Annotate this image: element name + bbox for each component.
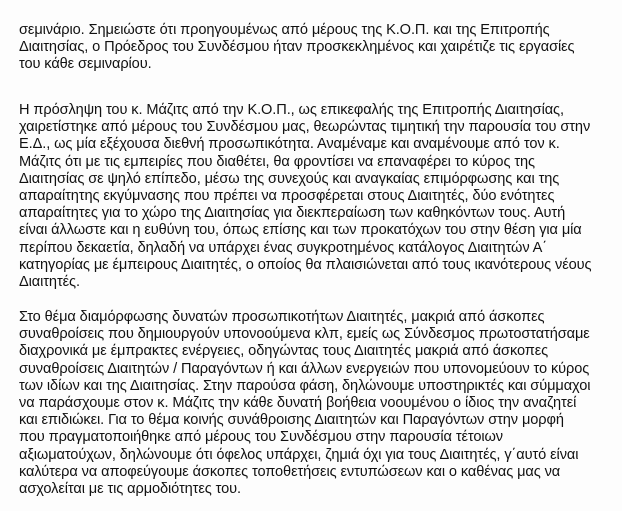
paragraph-1 [19,22,619,74]
paragraph-3 [19,309,619,498]
text-line: και επιδιώκει. Για το θέμα κοινής συνάθροισης Διαιτητών και Παραγόντων στην μορφή [19,412,564,429]
paragraph-2 [19,102,619,291]
text-line: Ε.Δ., ως μία εξέχουσα διεθνή προσωπικότητα. Αναμέναμε και αναμένουμε από τον κ. [19,136,560,153]
text-line: συναθροίσεις Διαιτητών / Παραγόντων ή και άλλων ενεργειών που υπονομεύουν το κύρος [19,360,590,377]
text-line: Η πρόσληψη του κ. Μάζιτς από την Κ.Ο.Π., ως επικεφαλής της Επιτροπής Διαιτησίας, [19,102,564,118]
text-line: απαραίτητες για το χώρο της Διαιτησίας για διεκπεραίωση των καθηκόντων τους. Αυτή [19,205,566,222]
text-line: απαραίτητης εκγύμνασης που πρέπει να προσφέρεται στους Διαιτητές, δύο ενότητες [19,187,555,204]
text-line: ασχολείται με τις αρμοδιότητες του. [19,480,241,497]
text-line: Μάζιτς ότι με τις εμπειρίες που διαθέτει, θα φροντίσει να επαναφέρει το κύρος της [19,153,535,170]
text-line: του κάθε σεμιναρίου. [19,56,152,73]
text-line: Διαιτησίας, ο Πρόεδρος του Συνδέσμου ήταν προσκεκλημένος και χαιρέτιζε τις εργασίες [19,39,575,56]
text-line: κατηγορίας με έμπειρους Διαιτητές, ο οποίος θα πλαισιώνεται από τους ικανότερους νέους [19,256,592,273]
text-line: περίπου δεκαετία, δηλαδή να υπάρχει ένας συγκροτημένος κατάλογος Διαιτητών Α΄ [19,239,548,256]
text-line: συναθροίσεις που δημιουργούν υπονοούμενα κλπ, εμείς ως Σύνδεσμος πρωτοστατήσαμε [19,326,590,343]
text-line: χαιρετίστηκε από μέρους του Συνδέσμου μας, θεωρώντας τιμητική την παρουσία του στην [19,119,591,136]
text-line: καλύτερα να αποφεύγουμε άσκοπες τοποθετήσεις εντυπώσεων και ο καθένας μας να [19,463,561,480]
text-line: που πραγματοποιήθηκε από μέρους του Συνδέσμου στην παρουσία τέτοιων [19,429,504,446]
text-line: Στο θέμα διαμόρφωσης δυνατών προσωπικοτήτων Διαιτητές, μακριά από άσκοπες [19,309,545,325]
text-line: Διαιτητές. [19,273,80,290]
text-line: διαχρονικά με έμπρακτες ενέργειες, οδηγώντας τους Διαιτητές μακριά από άσκοπες [19,343,549,360]
text-line: Διαιτησίας σε ψηλό επίπεδο, μέσω της συνεχούς και αναγκαίας επιμόρφωσης και της [19,170,560,187]
text-line: αξιωματούχων, δηλώνουμε ότι όφελος υπάρχει, ζημιά όχι για τους Διαιτητές, γ΄αυτό είναι [19,446,579,463]
text-line: των ιδίων και της Διαιτησίας. Στην παρούσα φάση, δηλώνουμε υποστηρικτές και σύμμαχοι [19,377,591,394]
text-line: να παράσχουμε στον κ. Μάζιτς την κάθε δυνατή βοήθεια νοουμένου ο ίδιος την αναζητεί [19,394,577,411]
text-line: είναι άλλωστε και η ευθύνη του, όπως επίσης και των προκατόχων του στην θέση για μία [19,222,582,239]
text-line: σεμινάριο. Σημειώστε ότι προηγουμένως από μέρους της Κ.Ο.Π. και της Επιτροπής [19,22,550,38]
